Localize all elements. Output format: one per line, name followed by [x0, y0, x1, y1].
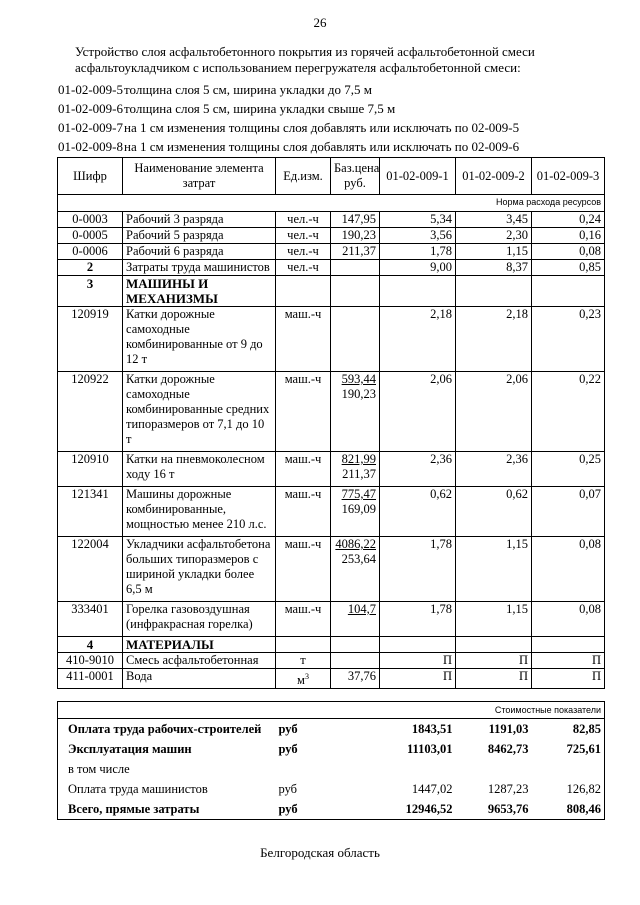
- norm-value: 2,18: [456, 307, 532, 372]
- summary-unit: [276, 759, 331, 779]
- summary-label: Стоимостные показатели: [58, 702, 605, 719]
- price-total: 775,47: [341, 487, 376, 501]
- footer-region: Белгородская область: [260, 845, 380, 860]
- item-desc: толщина слоя 5 см, ширина укладки свыше 7,5 м: [124, 101, 396, 116]
- resource-code: 0-0006: [58, 244, 123, 260]
- machine-name: Катки на пневмоколесном ходу 16 т: [123, 452, 276, 487]
- resource-price: 147,95: [331, 212, 380, 228]
- norm-value: 1,15: [456, 602, 532, 637]
- summary-unit: руб: [278, 782, 298, 796]
- machine-name: Катки дорожные самоходные комбинированные от 9 до 12 т: [123, 307, 276, 372]
- resource-name: Рабочий 3 разряда: [123, 212, 276, 228]
- resource-unit: маш.-ч: [276, 307, 331, 372]
- summary-value: 82,85: [532, 719, 605, 740]
- machine-row: [58, 307, 605, 372]
- code-list-item: [58, 118, 519, 137]
- norm-value: 1,78: [380, 602, 456, 637]
- machine-code: 120919: [58, 307, 123, 372]
- resource-price: 190,23: [331, 228, 380, 244]
- norm-value: П: [532, 653, 605, 669]
- machine-name: Катки дорожные самоходные комбинированные средних типоразмеров от 7,1 до 10 т: [123, 372, 276, 452]
- resource-price: [331, 653, 380, 669]
- table-row: [58, 228, 605, 244]
- unit-text: м: [297, 673, 305, 688]
- empty-cell: [532, 276, 605, 307]
- empty-cell: [380, 276, 456, 307]
- norm-value: 2,36: [456, 452, 532, 487]
- code-list: [58, 80, 519, 156]
- machine-row: [58, 487, 605, 537]
- norm-value: 0,16: [532, 228, 605, 244]
- norm-value: П: [456, 653, 532, 669]
- section-row: [58, 260, 605, 276]
- resource-unit: чел.-ч: [276, 260, 331, 276]
- price-wages: 190,23: [341, 387, 376, 401]
- code-list-item: [58, 137, 519, 156]
- item-code: 01-02-009-8: [58, 139, 123, 154]
- norm-value: 0,08: [532, 244, 605, 260]
- resource-name: Рабочий 6 разряда: [123, 244, 276, 260]
- price-total: 593,44: [341, 372, 376, 386]
- resource-unit: [276, 653, 331, 669]
- section-title: МАТЕРИАЛЫ: [123, 637, 276, 653]
- resource-unit: чел.-ч: [276, 244, 331, 260]
- summary-row: [58, 739, 605, 759]
- resource-unit: маш.-ч: [276, 602, 331, 637]
- empty-cell: [331, 637, 380, 653]
- summary-value: [532, 759, 605, 779]
- machine-price: [331, 602, 380, 637]
- resource-table: [57, 157, 605, 689]
- summary-value: 126,82: [532, 779, 605, 799]
- machine-price: [331, 487, 380, 537]
- price-total: 821,99: [341, 452, 376, 466]
- item-code: 01-02-009-7: [58, 120, 123, 135]
- norm-value: 2,18: [380, 307, 456, 372]
- section-number: 2: [58, 260, 123, 276]
- code-list-item: [58, 99, 519, 118]
- summary-row: [58, 799, 605, 820]
- table-row: [58, 244, 605, 260]
- section-number: 3: [58, 276, 123, 307]
- norm-value: 0,85: [532, 260, 605, 276]
- machine-code: 120910: [58, 452, 123, 487]
- norm-value: 5,34: [380, 212, 456, 228]
- unit-text: т: [300, 653, 306, 667]
- norm-value: 0,23: [532, 307, 605, 372]
- item-desc: толщина слоя 5 см, ширина укладки до 7,5 м: [124, 82, 372, 97]
- summary-name: Всего, прямые затраты: [58, 799, 276, 820]
- norm-value: 1,78: [380, 537, 456, 602]
- price-total: 4086,22: [335, 537, 376, 551]
- summary-name: Эксплуатация машин: [58, 739, 276, 759]
- empty-cell: [331, 739, 380, 759]
- norm-value: 0,62: [380, 487, 456, 537]
- empty-cell: [331, 779, 380, 799]
- summary-unit: руб: [278, 742, 298, 756]
- norm-value: П: [380, 669, 456, 689]
- summary-label-row: [58, 702, 605, 719]
- machine-name: Горелка газовоздушная (инфракрасная горелка): [123, 602, 276, 637]
- page-number: 26: [313, 15, 327, 30]
- machine-price: [331, 372, 380, 452]
- norm-value: П: [380, 653, 456, 669]
- header-cell: Баз.цена руб.: [331, 158, 380, 195]
- summary-row: [58, 719, 605, 740]
- norm-value: 1,15: [456, 537, 532, 602]
- price-wages: 169,09: [341, 502, 376, 516]
- empty-cell: [456, 276, 532, 307]
- machine-row: [58, 372, 605, 452]
- resource-price: 211,37: [331, 244, 380, 260]
- material-row: [58, 653, 605, 669]
- empty-cell: [331, 276, 380, 307]
- norm-value: 8,37: [456, 260, 532, 276]
- header-cell: 01-02-009-1: [380, 158, 456, 195]
- empty-cell: [532, 637, 605, 653]
- resource-price: 37,76: [331, 669, 380, 689]
- norm-value: 0,24: [532, 212, 605, 228]
- machine-name: Машины дорожные комбинированные, мощностью менее 210 л.с.: [123, 487, 276, 537]
- section-number: 4: [58, 637, 123, 653]
- empty-cell: [380, 637, 456, 653]
- resource-unit: чел.-ч: [276, 228, 331, 244]
- summary-row: [58, 759, 605, 779]
- code-list-item: [58, 80, 519, 99]
- header-cell: Наименование элемента затрат: [123, 158, 276, 195]
- machine-row: [58, 537, 605, 602]
- empty-cell: [456, 637, 532, 653]
- machine-code: 122004: [58, 537, 123, 602]
- summary-value: [456, 759, 532, 779]
- summary-value: 9653,76: [456, 799, 532, 820]
- unit-superscript: 3: [304, 672, 309, 681]
- machine-price: [331, 537, 380, 602]
- resource-name: Рабочий 5 разряда: [123, 228, 276, 244]
- summary-table: [57, 701, 605, 820]
- norm-value: П: [456, 669, 532, 689]
- section-row: [58, 637, 605, 653]
- table-header: [58, 158, 605, 195]
- machine-row: [58, 452, 605, 487]
- resource-unit: маш.-ч: [276, 452, 331, 487]
- resource-unit: маш.-ч: [276, 537, 331, 602]
- summary-name: Оплата труда рабочих-строителей: [58, 719, 276, 740]
- section-title: Затраты труда машинистов: [123, 260, 276, 276]
- resource-code: 0-0003: [58, 212, 123, 228]
- norm-value: 2,06: [456, 372, 532, 452]
- norm-value: 2,30: [456, 228, 532, 244]
- summary-value: 808,46: [532, 799, 605, 820]
- item-code: 01-02-009-6: [58, 101, 123, 116]
- norm-label-row: [58, 195, 605, 212]
- resource-unit: чел.-ч: [276, 212, 331, 228]
- summary-value: 1447,02: [411, 782, 453, 796]
- item-desc: на 1 см изменения толщины слоя добавлять или исключать по 02-009-6: [124, 139, 520, 154]
- norm-value: П: [532, 669, 605, 689]
- empty-cell: [331, 719, 380, 740]
- norm-value: 0,22: [532, 372, 605, 452]
- machine-code: 333401: [58, 602, 123, 637]
- summary-value: 1191,03: [488, 722, 529, 736]
- norm-value: 0,62: [456, 487, 532, 537]
- norm-value: 3,45: [456, 212, 532, 228]
- machine-price: [331, 452, 380, 487]
- norm-value: 1,15: [456, 244, 532, 260]
- header-cell: Шифр: [58, 158, 123, 195]
- summary-name: Оплата труда машинистов: [58, 779, 276, 799]
- summary-value: 1843,51: [411, 722, 453, 736]
- machine-price: [331, 307, 380, 372]
- norm-label: Норма расхода ресурсов: [58, 195, 605, 212]
- item-desc: на 1 см изменения толщины слоя добавлять или исключать по 02-009-5: [124, 120, 520, 135]
- material-code: 411-0001: [58, 669, 123, 689]
- machine-code: 120922: [58, 372, 123, 452]
- norm-value: 0,08: [532, 602, 605, 637]
- material-code: 410-9010: [58, 653, 123, 669]
- header-cell: 01-02-009-3: [532, 158, 605, 195]
- section-row: [58, 276, 605, 307]
- norm-value: 9,00: [380, 260, 456, 276]
- resource-code: 0-0005: [58, 228, 123, 244]
- header-cell: 01-02-009-2: [456, 158, 532, 195]
- resource-unit: [276, 669, 331, 689]
- machine-name: Укладчики асфальтобетона больших типоразмеров с шириной укладки более 6,5 м: [123, 537, 276, 602]
- machine-code: 121341: [58, 487, 123, 537]
- empty-cell: [331, 759, 380, 779]
- price-wages: 211,37: [342, 467, 376, 481]
- summary-name: в том числе: [58, 759, 276, 779]
- norm-value: 0,08: [532, 537, 605, 602]
- resource-unit: маш.-ч: [276, 372, 331, 452]
- norm-value: 2,06: [380, 372, 456, 452]
- empty-cell: [276, 276, 331, 307]
- header-cell: Ед.изм.: [276, 158, 331, 195]
- summary-unit: руб: [276, 799, 331, 820]
- norm-value: 2,36: [380, 452, 456, 487]
- norm-value: 1,78: [380, 244, 456, 260]
- norm-value: 0,25: [532, 452, 605, 487]
- summary-value: [380, 759, 456, 779]
- empty-cell: [331, 799, 380, 820]
- intro-text: Устройство слоя асфальтобетонного покрытия из горячей асфальтобетонной смеси асфальтоукладчиком с использованием перегружателя асфальтобетонной смеси:: [75, 44, 535, 75]
- summary-row: [58, 779, 605, 799]
- machine-row: [58, 602, 605, 637]
- price-wages: 253,64: [341, 552, 376, 566]
- summary-value: 11103,01: [407, 742, 453, 756]
- summary-value: 1287,23: [487, 782, 529, 796]
- empty-cell: [331, 260, 380, 276]
- price-total: 104,7: [347, 602, 376, 616]
- item-code: 01-02-009-5: [58, 82, 123, 97]
- summary-value: 12946,52: [380, 799, 456, 820]
- summary-unit: руб: [278, 722, 298, 736]
- norm-value: 3,56: [380, 228, 456, 244]
- material-name: Смесь асфальтобетонная: [123, 653, 276, 669]
- empty-cell: [276, 637, 331, 653]
- section-title: МАШИНЫ И МЕХАНИЗМЫ: [123, 276, 276, 307]
- summary-value: 8462,73: [487, 742, 529, 756]
- material-name: Вода: [123, 669, 276, 689]
- resource-unit: маш.-ч: [276, 487, 331, 537]
- summary-value: 725,61: [532, 739, 605, 759]
- table-row: [58, 212, 605, 228]
- norm-value: 0,07: [532, 487, 605, 537]
- material-row: [58, 669, 605, 689]
